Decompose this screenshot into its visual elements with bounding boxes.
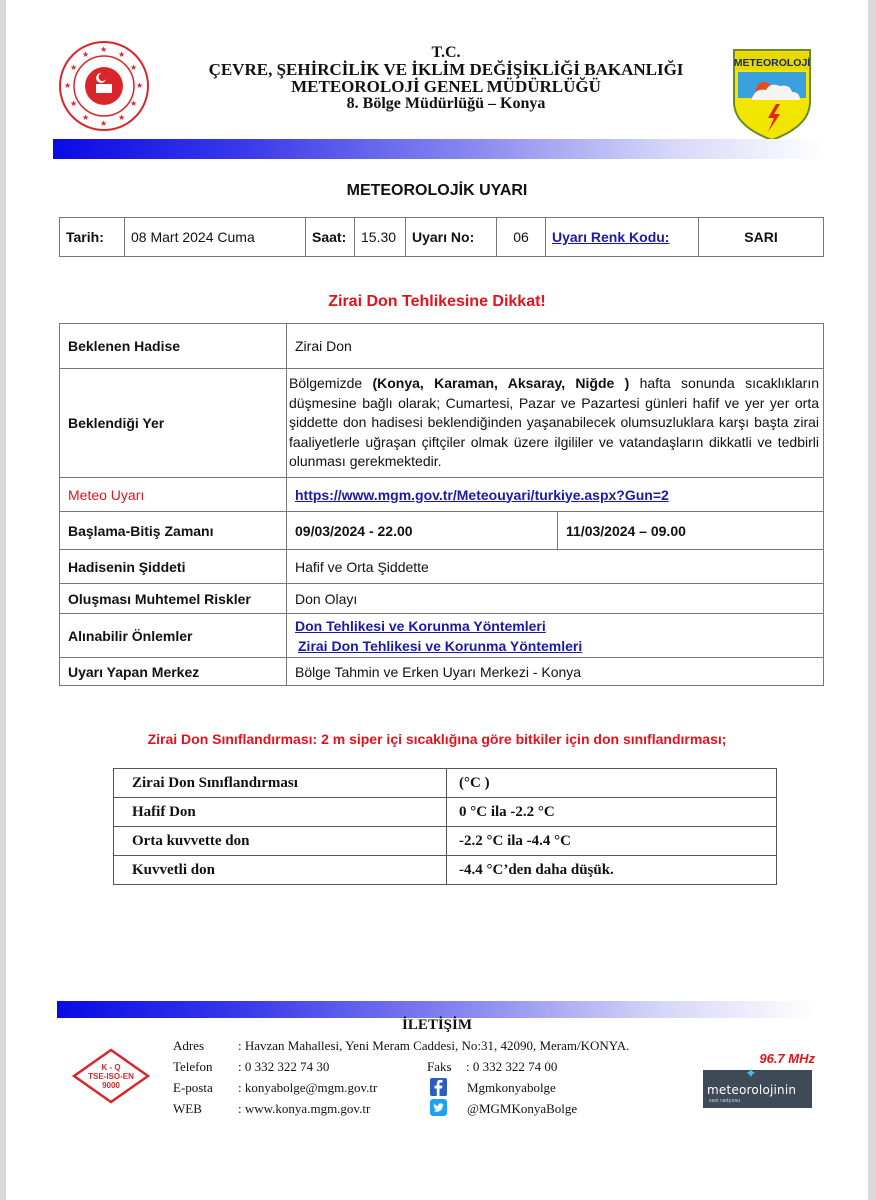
email-value[interactable]: : konyabolge@mgm.gov.tr (238, 1080, 378, 1095)
risks-value: Don Olayı (287, 584, 824, 614)
svg-text:★: ★ (100, 45, 108, 54)
warning-headline: Zirai Don Tehlikesine Dikkat! (328, 293, 546, 310)
svg-text:★: ★ (136, 81, 144, 90)
place-text-intro: Bölgemizde (289, 375, 373, 392)
svg-text:★: ★ (100, 119, 108, 128)
classification-name: Kuvvetli don (114, 856, 447, 885)
classification-header-unit: (°C ) (447, 769, 777, 798)
facebook-handle[interactable]: Mgmkonyabolge (467, 1080, 556, 1095)
issuing-center-label: Uyarı Yapan Merkez (60, 658, 287, 686)
svg-text:★: ★ (130, 63, 138, 72)
color-code-value: SARI (699, 218, 824, 257)
svg-text:★: ★ (82, 113, 90, 122)
precaution-link-frost[interactable]: Don Tehlikesi ve Korunma Yöntemleri (295, 617, 546, 634)
address-value: : Havzan Mahallesi, Yeni Meram Caddesi, No:31, 42090, Meram/KONYA. (238, 1038, 630, 1053)
svg-text:★: ★ (130, 99, 138, 108)
classification-row (114, 798, 777, 827)
expected-place-label: Beklendiği Yer (60, 369, 287, 478)
warning-details-table (59, 323, 824, 686)
classification-range: -4.4 °C’den daha düşük. (447, 856, 777, 885)
color-code-link[interactable]: Uyarı Renk Kodu: (552, 229, 670, 245)
risks-label: Oluşması Muhtemel Riskler (60, 584, 287, 614)
expected-event-value: Zirai Don (287, 324, 824, 369)
meteoroloji-shield-logo (730, 46, 814, 142)
header-region: 8. Bölge Müdürlüğü – Konya (346, 95, 546, 112)
twitter-handle[interactable]: @MGMKonyaBolge (467, 1101, 578, 1116)
document-page (6, 0, 868, 1200)
classification-name: Orta kuvvette don (114, 827, 447, 856)
contact-title: İLETİŞİM (401, 1017, 473, 1033)
severity-value: Hafif ve Orta Şiddette (287, 550, 824, 584)
date-label: Tarih: (60, 218, 125, 257)
classification-range: 0 °C ila -2.2 °C (447, 798, 777, 827)
classification-title: Zirai Don Sınıflandırması: 2 m siper içi sıcaklığına göre bitkiler için don sınıflandırması; (147, 731, 727, 747)
classification-row (114, 827, 777, 856)
star-icon: ✦ (745, 1066, 757, 1082)
precautions-cell (287, 614, 824, 658)
frost-classification-table (113, 768, 777, 885)
place-provinces: (Konya, Karaman, Aksaray, Niğde ) (372, 375, 630, 392)
time-value: 15.30 (355, 218, 406, 257)
start-end-time-label: Başlama-Bitiş Zamanı (60, 512, 287, 550)
time-label: Saat: (306, 218, 355, 257)
facebook-icon[interactable] (430, 1078, 447, 1096)
classification-name: Hafif Don (114, 798, 447, 827)
svg-text:★: ★ (118, 113, 126, 122)
radio-name: meteorolojinin (707, 1083, 797, 1097)
header-ministry: ÇEVRE, ŞEHİRCİLİK VE İKLİM DEĞİŞİKLİĞİ BAKANLIĞI (208, 60, 684, 79)
warning-no-value: 06 (497, 218, 546, 257)
classification-row (114, 856, 777, 885)
warning-info-table (59, 217, 824, 257)
page-title: METEOROLOJİK UYARI (346, 182, 528, 199)
svg-text:★: ★ (82, 50, 90, 59)
svg-text:★: ★ (70, 63, 78, 72)
severity-label: Hadisenin Şiddeti (60, 550, 287, 584)
fax-label: Faks (427, 1059, 452, 1074)
header-directorate: METEOROLOJİ GENEL MÜDÜRLÜĞÜ (291, 77, 601, 96)
header-gradient-bar (53, 139, 823, 159)
ministry-seal-logo (58, 40, 150, 132)
header-text (156, 44, 736, 112)
svg-text:★: ★ (118, 50, 126, 59)
precaution-link-agri-frost[interactable]: Zirai Don Tehlikesi ve Korunma Yöntemleri (298, 637, 583, 654)
svg-text:★: ★ (70, 99, 78, 108)
header-tc: T.C. (431, 44, 461, 61)
address-label: Adres (173, 1038, 205, 1053)
expected-place-value (287, 369, 824, 478)
fax-value: : 0 332 322 74 00 (466, 1059, 558, 1074)
iso-logo-line2: TSE-ISO-EN (88, 1072, 134, 1081)
color-code-cell (546, 218, 699, 257)
meteo-warning-cell (287, 478, 824, 512)
end-time-value: 11/03/2024 – 09.00 (558, 512, 824, 550)
phone-label: Telefon (173, 1059, 213, 1074)
date-value: 08 Mart 2024 Cuma (125, 218, 306, 257)
warning-no-label: Uyarı No: (406, 218, 497, 257)
tse-iso-logo (72, 1048, 150, 1104)
classification-range: -2.2 °C ila -4.4 °C (447, 827, 777, 856)
radio-subtitle: sesi radyosu (709, 1098, 741, 1104)
expected-event-label: Beklenen Hadise (60, 324, 287, 369)
phone-value: : 0 332 322 74 30 (238, 1059, 330, 1074)
web-label: WEB (173, 1101, 202, 1116)
iso-logo-line3: 9000 (102, 1081, 120, 1090)
meteo-warning-label: Meteo Uyarı (60, 478, 287, 512)
precautions-label: Alınabilir Önlemler (60, 614, 287, 658)
issuing-center-value: Bölge Tahmin ve Erken Uyarı Merkezi - Konya (287, 658, 824, 686)
twitter-icon[interactable] (430, 1099, 447, 1116)
svg-text:★: ★ (64, 81, 72, 90)
footer-gradient-bar (57, 1001, 815, 1018)
web-value[interactable]: : www.konya.mgm.gov.tr (238, 1101, 371, 1116)
shield-logo-text: METEOROLOJİ (733, 57, 811, 69)
radio-logo (703, 1066, 812, 1108)
iso-logo-line1: K - Q (101, 1063, 121, 1072)
email-label: E-posta (173, 1080, 213, 1095)
place-text-body: hafta sonunda sıcaklıkların düşmesine bağlı olarak; Cumartesi, Pazar ve Pazartesi günleri hafif ve yer yer orta şiddette don hadisesi beklendiğinden yaşanabilecek olumsuzluklara karşı başta zirai faaliyetlerle uğraşan çiftçiler olmak üzere ilgililer ve vatandaşların dikkatli ve tedbirli olunması gerekmektedir. (289, 375, 820, 470)
meteo-warning-link[interactable]: https://www.mgm.gov.tr/Meteouyari/turkiye.aspx?Gun=2 (295, 486, 669, 503)
start-time-value: 09/03/2024 - 22.00 (287, 512, 558, 550)
radio-frequency: 96.7 MHz (759, 1051, 815, 1066)
classification-header-name: Zirai Don Sınıflandırması (114, 769, 447, 798)
